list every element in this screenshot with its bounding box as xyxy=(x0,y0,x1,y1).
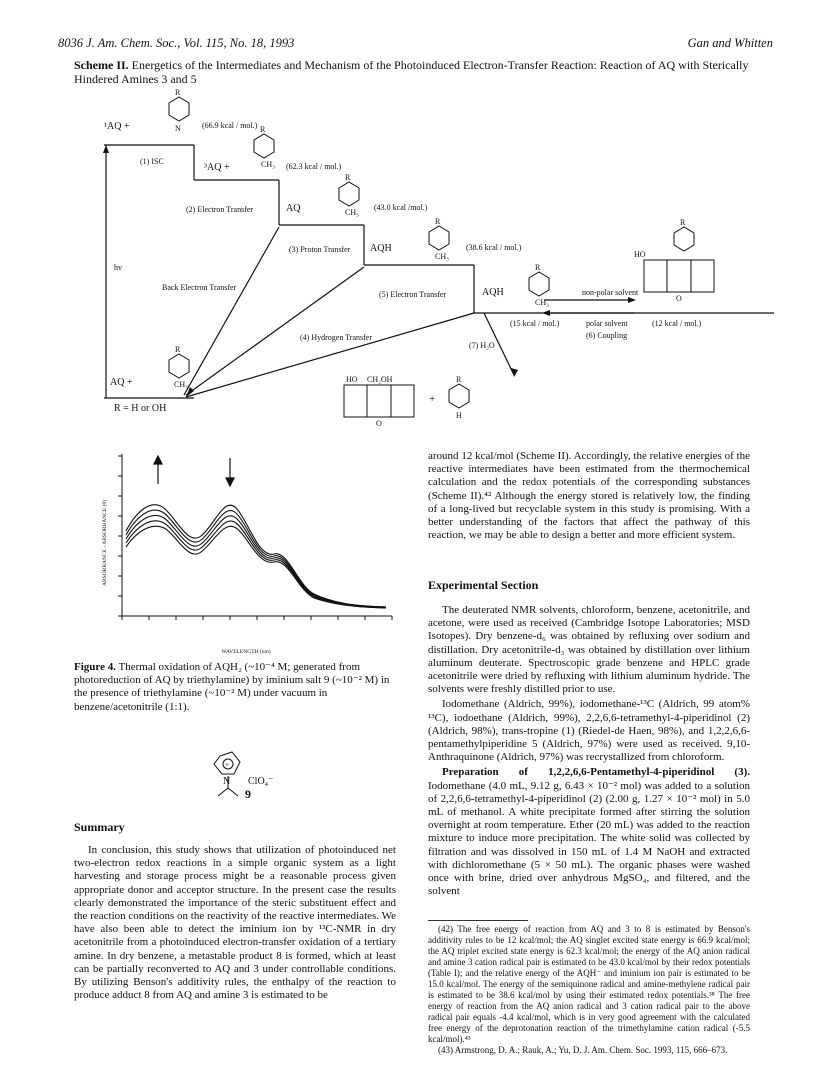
running-header-left: 8036 J. Am. Chem. Soc., Vol. 115, No. 18, 1993 xyxy=(58,36,295,50)
scheme-diagram xyxy=(74,85,774,435)
running-header-right: Gan and Whitten xyxy=(687,36,773,50)
piperidine-ring-1 xyxy=(169,97,189,121)
s5-species: AQH xyxy=(482,287,504,298)
product-piperidine xyxy=(449,384,469,408)
scheme-label: Scheme II. xyxy=(74,58,129,72)
polar-arrowhead xyxy=(542,310,550,316)
atom-ch3: CH₃ xyxy=(261,160,275,169)
figure-4-chart xyxy=(96,446,396,661)
piperidine-ring-ground xyxy=(169,354,189,378)
summary-paragraph: In conclusion, this study shows that utilization of photoinduced net two-electron redox reactions in a simple organic system as a light harvesting and storage process might be a reasonable process given appropriate donor and acceptor structure. In the present case the results clearly demonstrated the importance of the steric substituent effect and the reaction conditions on the reactivity of the reactive intermediates. We have also been able to detect the iminium ion by ¹³C-NMR in dry acetonitrile from a photoinduced electron-transfer oxidation of a tertiary amine. In dry benzene, a metastable product 8 is formed, which at least can be partially reconverted to AQ and 3 under controllable conditions. By utilizing Benson's additivity rules, the enthalpy of the reaction to produce adduct 8 from AQ and amine 3 is estimated to be xyxy=(74,844,396,1002)
et-label: (2) Electron Transfer xyxy=(186,205,254,214)
ground-species: AQ + xyxy=(110,377,133,388)
figure-4-svg xyxy=(96,446,396,661)
caption-label: Figure 4. xyxy=(74,661,116,673)
atom-r: R xyxy=(435,217,441,226)
increase-arrowhead xyxy=(154,456,162,464)
decrease-arrowhead xyxy=(226,478,234,486)
paragraph-reagents: Iodomethane (Aldrich, 99%), iodomethane-¹³C (Aldrich, 99 atom% ¹³C), iodoethane (Aldrich, 99%), 2,2,6,6-tetramethyl-4-piperidinol (2) (Aldrich, 98%), trans-tropine (1) (Riedel-de Haen, 98%), and 1,2,2,6,6-pentamethylpiperidine 5 (Aldrich, 97%) were used as received. 9,10-Anthraquinone (Aldrich, 97%) was recrystallized from chloroform. xyxy=(428,698,750,764)
compound-9-number: 9 xyxy=(245,787,251,801)
atom-r: R xyxy=(175,345,181,354)
water-arrowhead xyxy=(511,368,518,377)
piperidine-ring-2 xyxy=(254,134,274,158)
hydrogen-transfer-line xyxy=(186,313,474,397)
methyl-bond-2 xyxy=(228,788,238,796)
s3-energy: (43.0 kcal /mol.) xyxy=(374,203,428,212)
atom-r: R xyxy=(175,88,181,97)
experimental-heading: Experimental Section xyxy=(428,578,539,592)
spectrum-curve-4 xyxy=(126,521,386,608)
spectrum-curve-5 xyxy=(126,526,386,608)
proton-transfer-label: (3) Proton Transfer xyxy=(289,245,351,254)
atom-o: O xyxy=(376,419,382,428)
spectrum-curve-2 xyxy=(126,510,386,607)
footnote-rule xyxy=(428,920,528,921)
polar-label: polar solvent xyxy=(586,319,628,328)
adduct-piperidine xyxy=(674,227,694,251)
piperidine-ring-4 xyxy=(429,226,449,250)
s5-energy: (15 kcal / mol.) xyxy=(510,319,560,328)
atom-h: H xyxy=(456,411,462,420)
plus-sign: + xyxy=(429,393,436,405)
footnotes xyxy=(428,924,750,1056)
atom-n: N xyxy=(175,124,181,133)
back-et-label: Back Electron Transfer xyxy=(162,283,237,292)
x-axis-label: WAVELENGTH (nm) xyxy=(221,649,271,655)
x-ticks xyxy=(122,616,392,620)
atom-r: R xyxy=(456,375,462,384)
atom-r: R xyxy=(535,263,541,272)
methyl-bond-1 xyxy=(218,788,228,796)
r-group-note: R = H or OH xyxy=(114,403,167,414)
s2-species: ³AQ + xyxy=(204,162,230,173)
y-axis-label: ABSORBANCE - ABSORBANCE (0) xyxy=(102,499,108,586)
paragraph-scheme-discussion: around 12 kcal/mol (Scheme II). Accordingly, the relative energies of the reactive intermediates have been estimated from the thermochemical calculation and the redox potentials of the corresponding substances (Scheme II).⁴² Although the energy stored is relatively low, the finding of a long-lived but recyclable system in this study is promising. With a better understanding of the factors that affect the pathway of this reaction, we may be able to design a better and more efficient system. xyxy=(428,450,750,542)
atom-ho: HO xyxy=(346,375,358,384)
compound-9-structure xyxy=(190,748,330,808)
atom-ch3: CH₃ xyxy=(174,380,188,389)
spectrum-curve-1 xyxy=(126,505,386,607)
atom-ch3: CH₃ xyxy=(435,252,449,261)
s4-species: AQH xyxy=(370,243,392,254)
y-ticks xyxy=(118,456,122,616)
atom-r: R xyxy=(260,125,266,134)
paragraph-solvents: The deuterated NMR solvents, chloroform, benzene, acetonitrile, and acetone, were used as received (Cambridge Isotope Laboratories; MSD Isotopes). Dry benzene-d₆ was obtained by refluxing over sodium and distillation. Dry acetonitrile-d₃ was obtained by distillation over lithium aluminum deuterate. Spectroscopic grade benzene and HPLC grade acetonitrile were dried by refluxing with lithium aluminum hydride. The solvents were freshly distilled prior to use. xyxy=(428,604,750,696)
atom-o: O xyxy=(676,294,682,303)
nonpolar-label: non-polar solvent xyxy=(582,288,639,297)
atom-r: R xyxy=(680,218,686,227)
isc-label: (1) ISC xyxy=(140,157,164,166)
product-anthrone xyxy=(344,385,414,417)
atom-r: R xyxy=(345,173,351,182)
figure-4-caption xyxy=(74,661,394,714)
atom-ch2oh: CH₂OH xyxy=(367,375,393,384)
et5-label: (5) Electron Transfer xyxy=(379,290,447,299)
summary-heading: Summary xyxy=(74,820,125,834)
s1-energy: (66.9 kcal / mol.) xyxy=(202,121,258,130)
hv-arrowhead xyxy=(103,145,109,153)
scheme-title-text: Energetics of the Intermediates and Mechanism of the Photoinduced Electron-Transfer Reaction: Reaction of AQ with Sterically Hindered Amines 3 and 5 xyxy=(74,58,749,86)
atom-ho: HO xyxy=(634,250,646,259)
adduct-energy: (12 kcal / mol.) xyxy=(652,319,702,328)
experimental-body xyxy=(428,604,750,900)
s4-energy: (38.6 kcal / mol.) xyxy=(466,243,522,252)
spectra-curves xyxy=(126,505,386,608)
paragraph-preparation xyxy=(428,766,750,898)
summary-section xyxy=(74,820,396,1004)
adduct-anthracene xyxy=(644,260,714,292)
s3-species: AQ xyxy=(286,203,301,214)
piperidine-ring-3 xyxy=(339,182,359,206)
svg-text:+: + xyxy=(225,761,229,769)
footnote-42: (42) The free energy of reaction from AQ and 3 to 8 is estimated by Benson's additivity rules to be 12 kcal/mol; the AQ singlet excited state energy is 66.9 kcal/mol; the AQ triplet excited state energy is 62.3 kcal/mol; the energy of the AQ anion radical and amine 3 cation radical pair is estimated to be 43.0 kcal/mol by their redox potentials (Table I); and the relative energy of the AQH⁻ and iminium ion pair is estimated to be 15.0 kcal/mol. The energy of the semiquinone radical and amine-methylene radical pair is estimated to be 38.6 kcal/mol by using their estimated redox potentials.³⁸ The free energy of reaction from the AQ anion radical and 3 cation radical pair to the above radical pair equals -4.4 kcal/mol, which is in very good agreement with the calculated free energy of the deprotonation reaction of the trimethylamine cation radical (-5.5 kcal/mol).⁴³ xyxy=(428,924,750,1044)
right-column-text xyxy=(428,450,750,544)
footnote-43: (43) Armstrong, D. A.; Rauk, A.; Yu, D. J. Am. Chem. Soc. 1993, 115, 666–673. xyxy=(438,1045,728,1055)
perchlorate-label: ClO₄⁻ xyxy=(248,776,274,787)
hv-label: hv xyxy=(114,263,122,272)
atom-ch3: CH₃ xyxy=(345,208,359,217)
atom-n: N xyxy=(223,776,231,787)
hydrogen-transfer-label: (4) Hydrogen Transfer xyxy=(300,333,372,342)
back-electron-transfer-line xyxy=(184,227,279,395)
s2-energy: (62.3 kcal / mol.) xyxy=(286,162,342,171)
s1-species: ¹AQ + xyxy=(104,121,130,132)
preparation-text: Iodomethane (4.0 mL, 9.12 g, 6.43 × 10⁻² mol) was added to a solution of 2,2,6,6-tetramethyl-4-piperidinol (2) (2.00 g, 1.27 × 10⁻² mol) in 5.0 mL of methanol. A white precipitate formed after stirring the solution overnight at room temperature. Ether (20 mL) was added to the reaction mixture to induce more precipitation. The white solid was collected by filtration and was dissolved in 150 mL of 1.4 M NaOH and extracted with dichloromethane (5 × 50 mL). The organic phases were washed once with brine, dried over anhydrous MgSO₄, and filtered, and the solvent xyxy=(428,779,750,898)
scheme-svg xyxy=(74,85,774,435)
atom-ch3: CH₃ xyxy=(535,298,549,307)
coupling-label: (6) Coupling xyxy=(586,331,628,340)
scheme-title xyxy=(74,58,764,86)
piperidine-ring-5 xyxy=(529,272,549,296)
nonpolar-arrowhead xyxy=(628,297,636,303)
preparation-heading: Preparation of 1,2,2,6,6-Pentamethyl-4-piperidinol (3). xyxy=(442,766,750,779)
caption-text: Thermal oxidation of AQH₂ (~10⁻⁴ M; generated from photoreduction of AQ by triethylamine) by iminium salt 9 (~10⁻² M) in the presence of triethylamine (~10⁻² M) under vacuum in benzene/acetonitrile (1:1). xyxy=(74,661,390,713)
water-label: (7) H₂O xyxy=(469,341,495,350)
compound-9-svg xyxy=(190,748,330,808)
